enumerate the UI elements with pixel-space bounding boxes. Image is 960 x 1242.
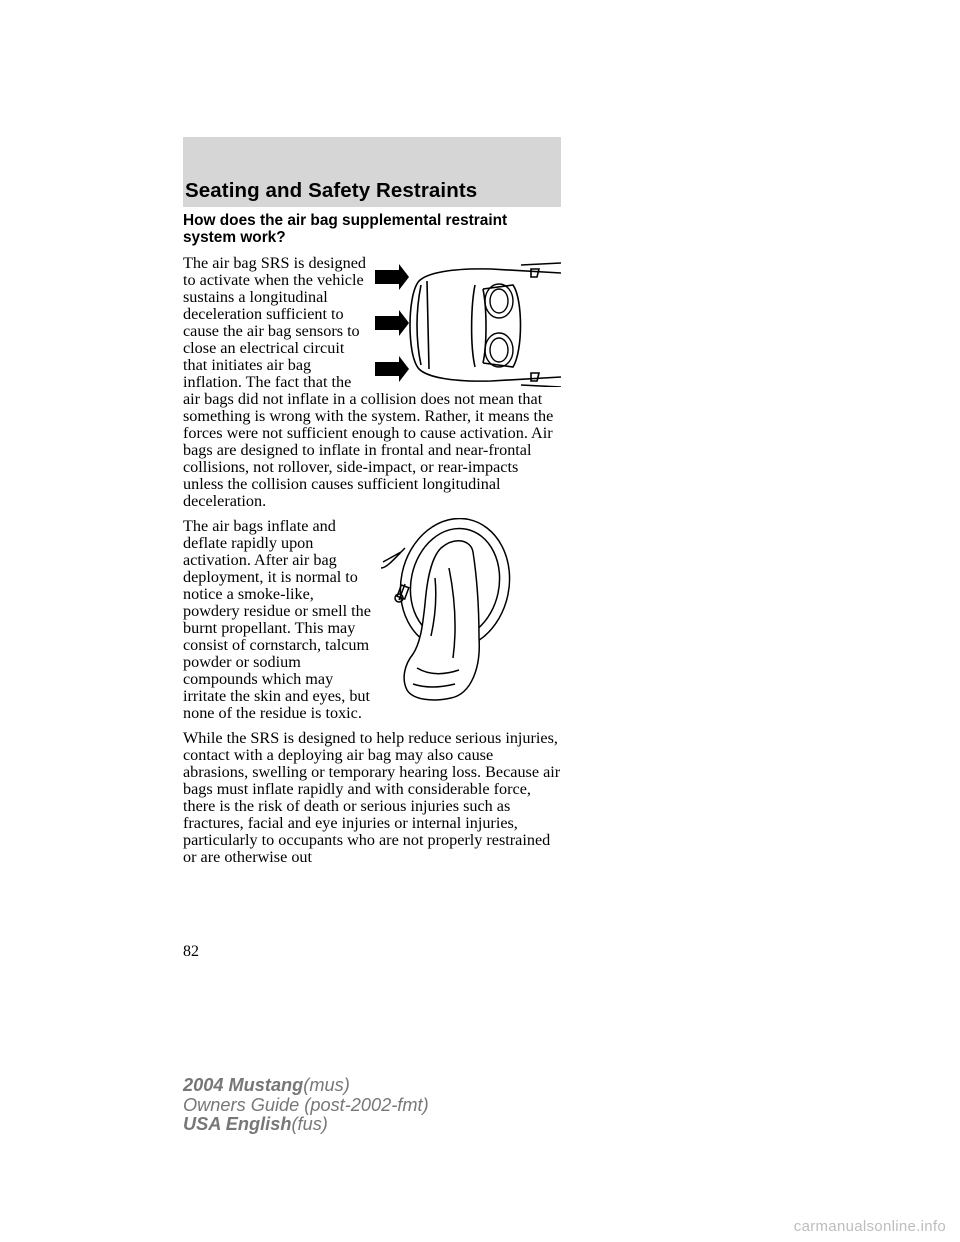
car-frontal-impact-figure	[371, 255, 561, 387]
content	[183, 212, 561, 874]
page-title: Seating and Safety Restraints	[185, 179, 478, 202]
footer-line-language: USA English(fus)	[183, 1114, 328, 1134]
steering-wheel-airbag-figure	[375, 518, 533, 704]
car-outline-icon	[410, 263, 561, 387]
section-heading: How does the air bag supplemental restraint system work?	[183, 212, 508, 246]
document-footer	[183, 1076, 429, 1135]
site-watermark: carmanualsonline.info	[793, 1218, 946, 1235]
footer-line-guide: Owners Guide (post-2002-fmt)	[183, 1094, 429, 1115]
footer-line-model: 2004 Mustang(mus)	[183, 1075, 350, 1095]
impact-arrows	[375, 264, 409, 382]
paragraph-injuries: While the SRS is designed to help reduce serious injuries, contact with a deploying air bag may also cause abrasions, swelling or temporary hearing loss. Because air bags must inflate rapidly and with considerable force, there is the risk of death or serious injuries such as fractures, facial and eye injuries or internal injuries, particularly to occupants who are not properly restrained or are otherwise out	[183, 729, 561, 866]
impact-arrow-icon	[375, 310, 409, 336]
page-number: 82	[183, 943, 199, 960]
impact-arrow-icon	[375, 356, 409, 382]
paragraph-residue: The air bags inflate and deflate rapidly upon activation. After air bag deployment, it is normal to notice a smoke-like, powdery residue or smell the burnt propellant. This may consist of cornstarch, talcum powder or sodium compounds which may irritate the skin and eyes, but none of the residue is toxic.	[183, 518, 561, 722]
airbag-icon	[485, 284, 513, 367]
header-band	[183, 137, 561, 207]
impact-arrow-icon	[375, 264, 409, 290]
paragraph-activation: The air bag SRS is designed to activate when the vehicle sustains a longitudinal deceleration sufficient to cause the air bag sensors to close an electrical circuit that initiates air bag inflation. The fact that the air bags did not inflate in a collision does not mean that something is wrong with the system. Rather, it means the forces were not sufficient enough to cause activation. Air bags are designed to inflate in frontal and near-frontal collisions, not rollover, side-impact, or rear-impacts unless the collision causes sufficient longitudinal deceleration.	[183, 255, 561, 510]
